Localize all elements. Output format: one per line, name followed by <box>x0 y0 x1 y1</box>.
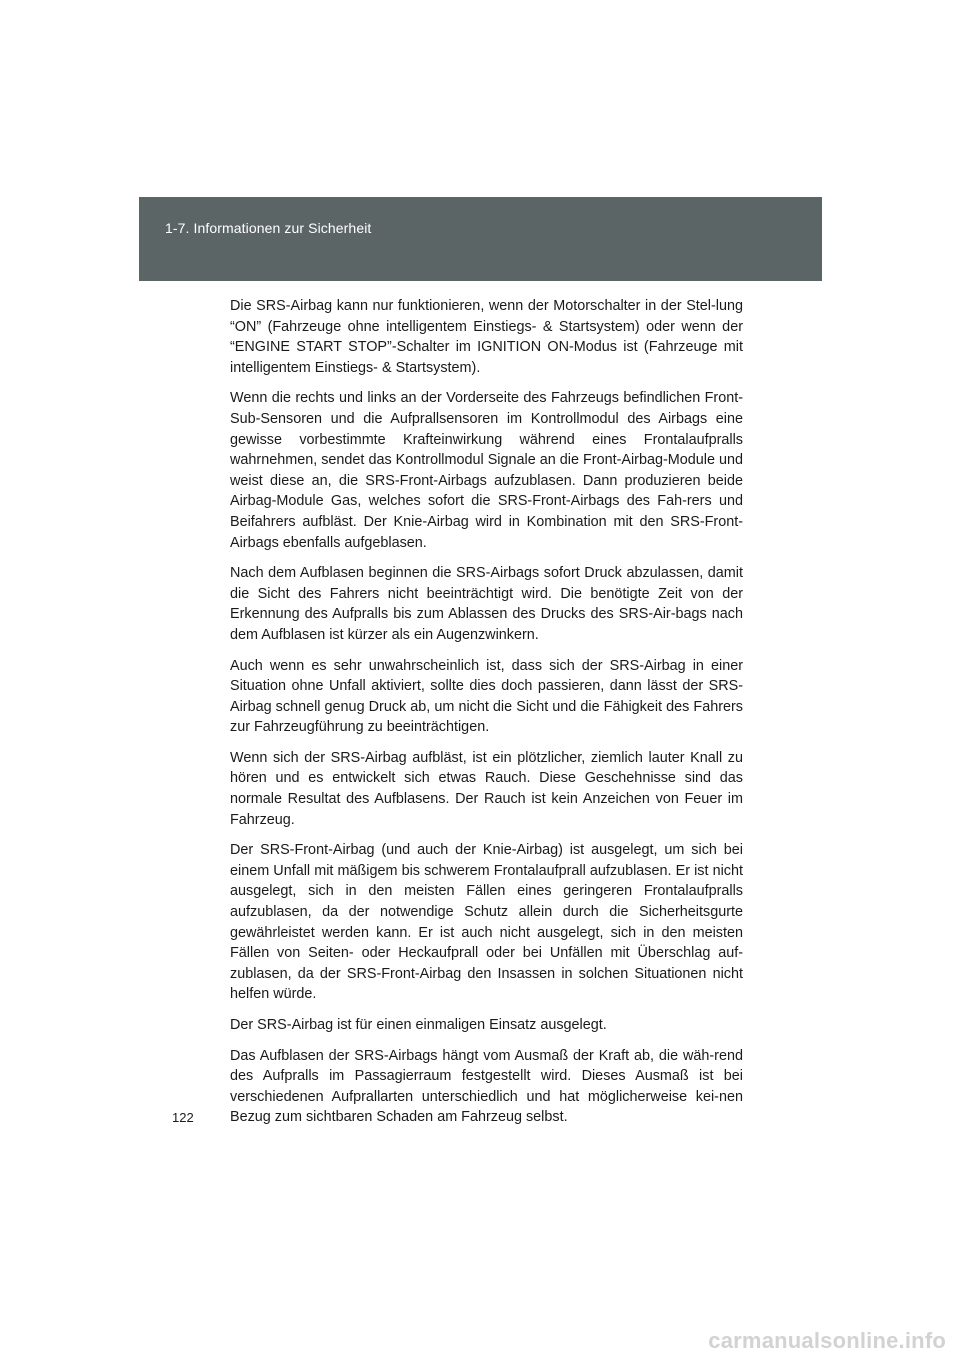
paragraph: Wenn sich der SRS-Airbag aufbläst, ist ein plötzlicher, ziemlich lauter Knall zu hören und es entwickelt sich etwas Rauch. Diese Geschehnisse sind das normale Resultat des Aufblasens. Der Rauch ist kein Anzeichen von Feuer im Fahrzeug. <box>230 749 743 828</box>
page-number: 122 <box>172 1110 194 1125</box>
section-header-band <box>139 197 822 281</box>
paragraph: Wenn die rechts und links an der Vorderseite des Fahrzeugs befindlichen Front-Sub-Sensoren und die Aufprallsensoren im Kontrollmodul des Airbags eine gewisse vorbestimmte Krafteinwirkung während eines Frontalaufpralls wahrnehmen, sendet das Kontrollmodul Signale an die Front-Airbag-Module und weist diese an, die SRS-Front-Airbags aufzublasen. Dann produzieren beide Airbag-Module Gas, welches sofort die SRS-Front-Airbags des Fah-rers und Beifahrers aufbläst. Der Knie-Airbag wird in Kombination mit den SRS-Front-Airbags ebenfalls aufgeblasen. <box>230 390 743 551</box>
paragraph: Auch wenn es sehr unwahrscheinlich ist, dass sich der SRS-Airbag in einer Situation ohne Unfall aktiviert, sollte dies doch passieren, dann lässt der SRS-Airbag schnell genug Druck ab, um nicht die Sicht und die Fähigkeit des Fahrers zur Fahrzeugführung zu beeinträchtigen. <box>230 657 743 736</box>
watermark: carmanualsonline.info <box>708 1328 946 1353</box>
paragraph: Das Aufblasen der SRS-Airbags hängt vom Ausmaß der Kraft ab, die wäh-rend des Aufpralls im Passagierraum festgestellt wird. Dieses Ausmaß ist bei verschiedenen Aufprallarten unterschiedlich und hat möglicherweise kei-nen Bezug zum sichtbaren Schaden am Fahrzeug selbst. <box>230 1047 743 1126</box>
paragraph: Der SRS-Front-Airbag (und auch der Knie-Airbag) ist ausgelegt, um sich bei einem Unfall mit mäßigem bis schwerem Frontalaufprall aufzublasen. Er ist nicht ausgelegt, sich in den meisten Fällen eines geringeren Frontalaufpralls aufzublasen, da der notwendige Schutz allein durch die Sicherheitsgurte gewährleistet werden kann. Er ist auch nicht ausgelegt, sich in den meisten Fällen von Seiten- oder Heckaufprall oder bei Unfällen mit Überschlag auf-zublasen, da der SRS-Front-Airbag den Insassen in solchen Situationen nicht helfen würde. <box>230 842 743 1003</box>
paragraph: Die SRS-Airbag kann nur funktionieren, wenn der Motorschalter in der Stel-lung “ON” (Fahrzeuge ohne intelligentem Einstiegs- & Startsystem) oder wenn der “ENGINE START STOP”-Schalter im IGNITION ON-Modus ist (Fahrzeuge mit intelligentem Einstiegs- & Startsystem). <box>230 298 743 376</box>
paragraph: Der SRS-Airbag ist für einen einmaligen Einsatz ausgelegt. <box>230 1017 607 1033</box>
paragraph: Nach dem Aufblasen beginnen die SRS-Airbags sofort Druck abzulassen, damit die Sicht des Fahrers nicht beeinträchtigt wird. Die benötigte Zeit von der Erkennung des Aufpralls bis zum Ablassen des Drucks des SRS-Air-bags nach dem Aufblasen ist kürzer als ein Augenzwinkern. <box>230 565 743 643</box>
body-text <box>230 296 743 1138</box>
section-title: 1-7. Informationen zur Sicherheit <box>165 220 372 236</box>
